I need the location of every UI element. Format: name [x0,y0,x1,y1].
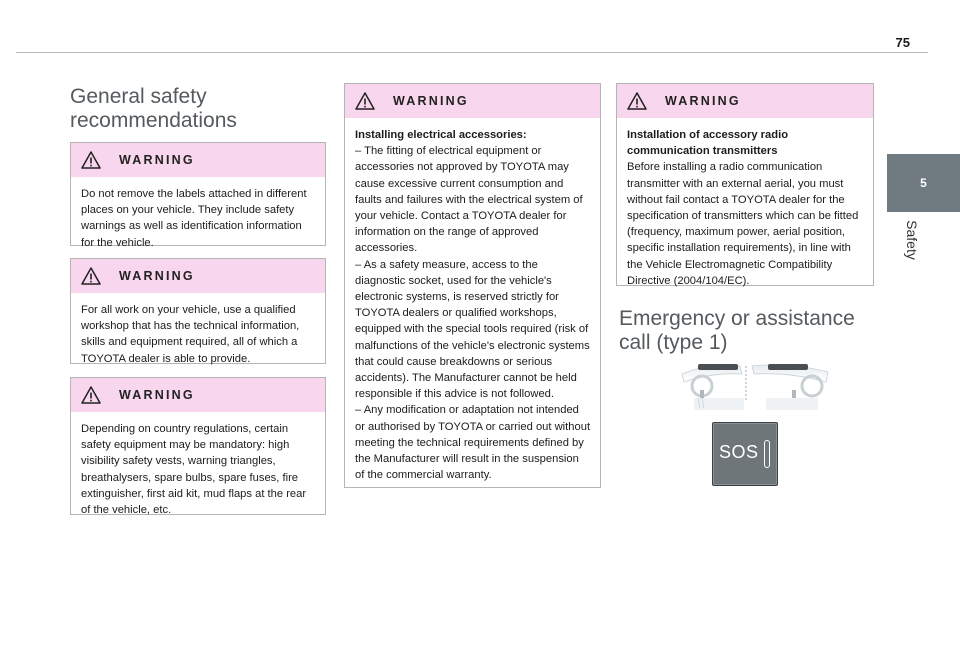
warning-triangle-icon [81,151,101,169]
warning-heading: Installation of accessory radio communication transmitters [627,129,789,158]
section-title-emergency-call [619,307,855,355]
page-number: 75 [895,35,910,50]
warning-box-workshop [70,258,326,364]
warning-header [617,84,873,118]
warning-text: For all work on your vehicle, use a qualified workshop that has the technical information, skills and equipment required, all of which a TOYOTA dealer is able to provide. [81,304,300,365]
warning-text: Do not remove the labels attached in different places on your vehicle. They include safety warnings as well as identification information for the vehicle. [81,188,307,249]
section-title-general-safety [70,85,237,133]
chapter-label [905,210,919,270]
title-line-1: General safety [70,85,207,108]
warning-header [71,378,325,412]
chapter-tab[interactable]: 5 [887,154,960,212]
warning-triangle-icon [627,92,647,110]
warning-box-electrical-accessories [344,83,601,488]
left-cabin-thumbnail-icon [682,364,744,410]
sos-indicator-icon [764,440,770,468]
warning-text: Depending on country regulations, certain safety equipment may be mandatory: high visibility safety vests, warning triangles, breathalysers, spare bulbs, spare fuses, fire extinguisher, first aid kit, mud flaps at the rear of the vehicle, etc. [81,423,307,517]
warning-paragraph-3: – Any modification or adaptation not intended or authorised by TOYOTA or carried out without meeting the technical requirements defined by the Manufacturer will result in the suspension of the commercial warranty. [355,404,591,482]
warning-header [71,259,325,293]
title-line-2: recommendations [70,109,237,132]
title-line-1: Emergency or assistance [619,307,855,330]
vehicle-cabin-illustration [680,360,840,410]
warning-text: Before installing a radio communication transmitter with an external aerial, you must without fail contact a TOYOTA dealer for the specification of transmitters which can be fitted (frequency, maximum power, aerial position, specific installation requirements), in line with the Vehicle Electromagnetic Compatibility Directive (2004/104/EC). [627,161,859,287]
title-line-2: call (type 1) [619,331,728,354]
warning-triangle-icon [355,92,375,110]
warning-box-radio-transmitters [616,83,874,286]
warning-triangle-icon [81,267,101,285]
warning-header [345,84,600,118]
warning-label: WARNING [665,94,741,108]
warning-label: WARNING [119,388,195,402]
right-cabin-thumbnail-icon [752,364,828,410]
warning-label: WARNING [119,153,195,167]
warning-box-equipment [70,377,326,515]
warning-triangle-icon [81,386,101,404]
chapter-label-text: Safety [904,220,921,260]
warning-label: WARNING [119,269,195,283]
warning-label: WARNING [393,94,469,108]
warning-box-labels [70,142,326,249]
header-rule [16,52,928,53]
warning-heading: Installing electrical accessories: [355,129,527,141]
warning-header [71,143,325,177]
warning-paragraph-1: – The fitting of electrical equipment or accessories not approved by TOYOTA may cause excessive current consumption and faults and failures with the electrical system of your vehicle. Contact a TOYOTA dealer for information on the range of approved accessories. [355,145,583,255]
sos-label: SOS [719,442,759,462]
sos-button[interactable] [712,422,778,486]
warning-paragraph-2: – As a safety measure, access to the diagnostic socket, used for the vehicle's electronic systems, is reserved strictly for TOYOTA dealers or qualified workshops, equipped with the special tools required (risk of malfunctions of the vehicle's electronic systems that could cause breakdowns or serious accidents). The Manufacturer cannot be held responsible if this advice is not followed. [355,258,590,401]
